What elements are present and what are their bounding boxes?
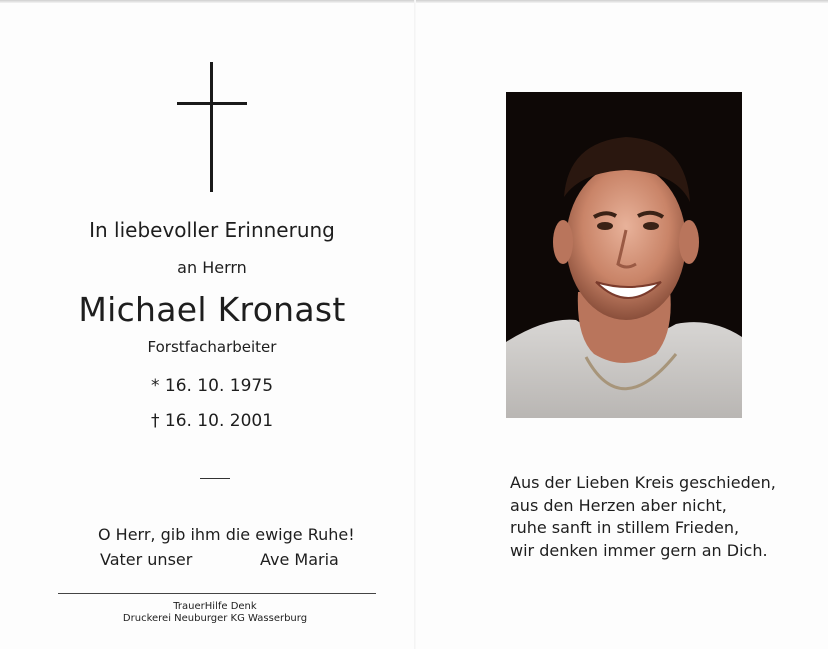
printer-address: Druckerei Neuburger KG Wasserburg — [122, 613, 308, 624]
poem-line: wir denken immer gern an Dich. — [510, 540, 768, 560]
prayer-line: O Herr, gib ihm die ewige Ruhe! — [98, 525, 355, 544]
poem-line: Aus der Lieben Kreis geschieden, — [510, 473, 776, 492]
portrait-photo — [506, 92, 742, 418]
poem-line: aus den Herzen aber nicht, — [510, 495, 727, 515]
footer-rule — [58, 593, 376, 594]
deceased-name: Michael Kronast — [78, 290, 346, 329]
divider-dash — [200, 478, 230, 479]
cross-horizontal-bar — [177, 102, 247, 105]
printer-name: TrauerHilfe Denk — [173, 601, 257, 612]
prayer-vater-unser: Vater unser — [100, 550, 193, 569]
poem — [510, 472, 776, 562]
salutation: an Herrn — [177, 258, 247, 277]
poem-line: ruhe sanft in stillem Frieden, — [510, 518, 740, 537]
cross-icon — [177, 62, 247, 192]
remembrance-heading: In liebevoller Erinnerung — [89, 218, 335, 242]
cross-vertical-bar — [210, 62, 213, 192]
portrait-illustration — [506, 92, 742, 418]
birth-date: * 16. 10. 1975 — [150, 376, 274, 396]
prayer-ave-maria: Ave Maria — [260, 550, 339, 569]
profession: Forstfacharbeiter — [147, 338, 277, 356]
death-date: † 16. 10. 2001 — [150, 411, 274, 431]
